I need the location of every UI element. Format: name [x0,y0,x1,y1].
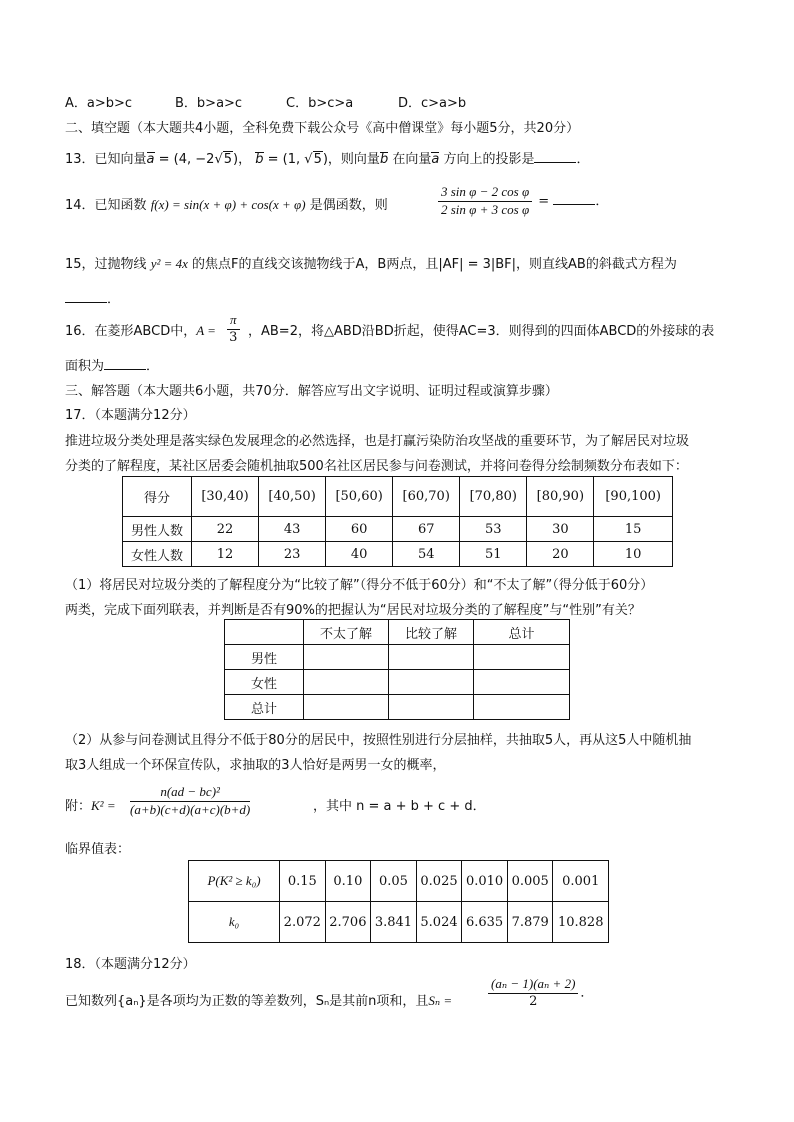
contingency-empty-cell [389,695,474,720]
q14-fraction [436,184,608,219]
freq-cell: 23 [259,542,326,567]
critical-label: 临界值表： [65,842,131,857]
contingency-empty-cell [474,645,570,670]
section3-heading: 三、解答题（本大题共6小题，共70分．解答应写出文字说明、证明过程或演算步骤） [65,384,558,399]
critical-cell: 0.025 [416,861,462,902]
formula-numerator: n(ad − bc)² [160,784,220,799]
critical-cell: 0.005 [507,861,553,902]
q18-lead [65,990,452,1009]
freq-cell: 10 [594,542,673,567]
critical-row-p [189,861,609,902]
q15-text: 的焦点F的直线交该抛物线于A，B两点，且|AF| = 3|BF|，则直线AB的斜截式方程为 [187,257,677,272]
contingency-empty-cell [389,645,474,670]
section2-heading: 二、填空题（本大题共4小题，全科免费下载公众号《高中僧课堂》每小题5分，共20分） [65,121,580,136]
q16-line2-text: 面积为 [65,359,105,374]
q18-numerator: (aₙ − 1)(aₙ + 2) [491,976,576,991]
q18-lhs: Sₙ = [428,993,453,1008]
q13-end: ． [576,152,590,167]
contingency-row [225,695,570,720]
critical-cell: 10.828 [553,902,609,943]
q13-b-open: = (1, [263,152,305,167]
q15-lead: 15，过抛物线 [65,257,151,272]
vector-b-ref: b [379,152,389,167]
contingency-empty-cell [304,645,389,670]
contingency-header-cell: 不太了解 [304,620,389,645]
q15-parabola: y² = 4x [150,256,188,271]
critical-cell: 2.706 [325,902,371,943]
freq-header-cell: 得分 [123,477,192,517]
contingency-header-cell: 总计 [474,620,570,645]
freq-cell: 67 [393,517,460,542]
q18-lead-text: 已知数列{aₙ}是各项均为正数的等差数列，Sₙ是其前n项和，且 [65,994,429,1009]
critical-row-label [189,902,280,943]
answer-blank [534,150,576,163]
q17-part2-line1: （2）从参与问卷测试且得分不低于80分的居民中，按照性别进行分层抽样，共抽取5人，再从这5人中随机抽 [65,733,692,748]
freq-header-cell: [70,80) [460,477,527,517]
q13-a-close: )， [233,152,252,167]
freq-header-cell: [90,100) [594,477,673,517]
q15-line2 [65,288,120,307]
freq-header-cell: [60,70) [393,477,460,517]
contingency-header-cell [225,620,304,645]
q16-lead: 16．在菱形ABCD中， [65,324,197,339]
q13-a-sqrt: 5 [223,152,233,167]
contingency-header-row [225,620,570,645]
q16-fraction [225,312,242,346]
critical-row-label [189,861,280,902]
critical-k-label: k₀ [228,914,240,929]
freq-cell: 54 [393,542,460,567]
frequency-table [122,476,673,567]
critical-cell: 0.001 [553,861,609,902]
contingency-empty-cell [304,695,389,720]
freq-cell: 22 [192,517,259,542]
critical-cell: 0.05 [371,861,417,902]
q13-a-open: = (4, −2 [154,152,215,167]
q14-denominator: 2 sin φ + 3 cos φ [441,202,530,217]
freq-header-cell: [50,60) [326,477,393,517]
critical-cell: 0.15 [280,861,326,902]
options-line [65,92,467,111]
q17-number: 17．（本题满分12分） [65,408,196,423]
freq-cell: 60 [326,517,393,542]
contingency-row-label: 男性 [225,645,304,670]
freq-row-label: 男性人数 [123,517,192,542]
critical-cell: 3.841 [371,902,417,943]
critical-cell: 7.879 [507,902,553,943]
q16-text: ，AB=2，将△ABD沿BD折起，使得AC=3．则得到的四面体ABCD的外接球的表 [248,324,715,339]
q14-end: ． [595,194,609,209]
q17-intro1: 推进垃圾分类处理是落实绿色发展理念的必然选择，也是打赢污染防治攻坚战的重要环节，为了解居民对垃圾 [65,434,690,449]
critical-cell: 5.024 [416,902,462,943]
formula-lhs: K² = [91,798,116,813]
q18-end: ． [580,985,594,1001]
vector-b: b [255,152,264,167]
question-13: 13．已知向量a = (4, −2√5)， b = (1, √5)，则向量b 在向量a 方向上的投影是 ． [65,152,590,167]
q14-lead: 14．已知函数 [65,198,151,213]
q16-pi: π [230,312,237,327]
q18-fraction [486,976,593,1010]
freq-cell: 30 [527,517,594,542]
freq-row-label: 女性人数 [123,542,192,567]
q18-denominator: 2 [529,994,538,1009]
appendix-lead [65,795,116,814]
q16-angle: A = [196,323,216,338]
freq-header-cell: [40,50) [259,477,326,517]
answer-blank [65,290,107,303]
q16-line2 [65,355,159,374]
q14-func: f(x) = sin(x + φ) + cos(x + φ) [150,197,306,212]
freq-header-cell: [30,40) [192,477,259,517]
critical-row-k [189,902,609,943]
critical-value-table [188,860,609,943]
freq-cell: 40 [326,542,393,567]
contingency-row-label: 女性 [225,670,304,695]
answer-blank [104,357,146,370]
q15-end: ． [107,292,121,307]
q13-b-close: )，则向量 [322,152,380,167]
q16-three: 3 [229,330,238,345]
q14-mid: 是偶函数，则 [305,198,388,213]
critical-cell: 0.10 [325,861,371,902]
option-d: D．c>a>b [398,96,467,111]
contingency-row-label: 总计 [225,695,304,720]
contingency-empty-cell [389,670,474,695]
freq-cell: 12 [192,542,259,567]
freq-cell: 51 [460,542,527,567]
formula-denominator: (a+b)(c+d)(a+c)(b+d) [130,802,251,817]
critical-cell: 2.072 [280,902,326,943]
vector-a-ref: a [431,152,440,167]
freq-header-cell: [80,90) [527,477,594,517]
contingency-row [225,645,570,670]
formula-tail: ，其中 n = a + b + c + d． [313,799,486,814]
option-b: B．b>a>c [175,96,243,111]
question-16 [65,320,216,339]
critical-cell: 6.635 [462,902,508,943]
q14-numerator: 3 sin φ − 2 cos φ [441,184,530,199]
appendix-label: 附： [65,799,92,814]
q13-in-dir: 在向量 [388,152,432,167]
q17-part2-line2: 取3人组成一个环保宣传队，求抽取的3人恰好是两男一女的概率， [65,758,446,773]
q13-lead: 13．已知向量 [65,152,147,167]
contingency-empty-cell [474,670,570,695]
freq-row-male [123,517,673,542]
option-a: A．a>b>c [65,96,133,111]
freq-cell: 53 [460,517,527,542]
contingency-empty-cell [474,695,570,720]
option-c: C．b>c>a [286,96,354,111]
contingency-row [225,670,570,695]
contingency-table [224,619,570,720]
question-15 [65,253,677,272]
freq-header-row [123,477,673,517]
contingency-empty-cell [304,670,389,695]
q16-end: ． [146,359,160,374]
freq-cell: 20 [527,542,594,567]
q17-intro2: 分类的了解程度，某社区居委会随机抽取500名社区居民参与问卷测试，并将问卷得分绘制频数分布表如下： [65,459,688,474]
critical-cell: 0.010 [462,861,508,902]
freq-row-female [123,542,673,567]
vector-a: a [146,152,155,167]
question-14 [65,194,388,213]
q17-part1-line1: （1）将居民对垃圾分类的了解程度分为“比较了解”（得分不低于60分）和“不太了解”（得分低于60分） [65,578,654,593]
q18-number: 18．（本题满分12分） [65,957,196,972]
critical-p-label: P(K² ≥ k₀) [207,873,261,888]
q13-b-sqrt: 5 [313,152,322,167]
answer-blank [553,192,595,205]
q17-part1-line2: 两类，完成下面列联表，并判断是否有90%的把握认为“居民对垃圾分类的了解程度”与“性别”有关？ [65,603,641,618]
freq-cell: 43 [259,517,326,542]
q14-tail: = [534,194,554,209]
freq-cell: 15 [594,517,673,542]
chi-square-formula [128,784,252,819]
q13-tail: 方向上的投影是 [439,152,535,167]
contingency-header-cell: 比较了解 [389,620,474,645]
